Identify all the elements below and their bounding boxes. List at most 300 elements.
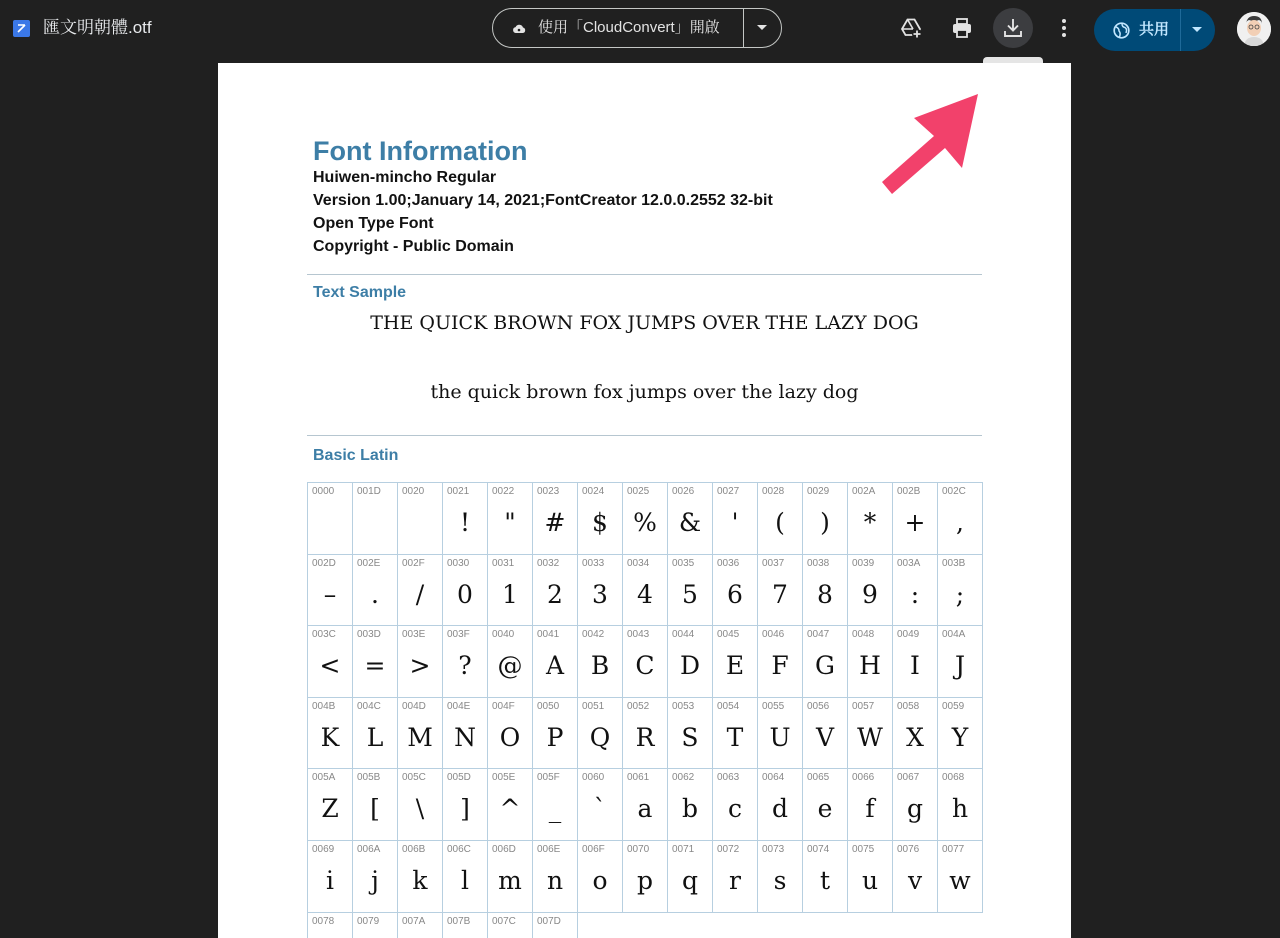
glyph-cell xyxy=(488,841,533,913)
glyph-code: 0060 xyxy=(582,772,605,784)
chevron-down-icon xyxy=(756,24,768,31)
glyph-character: K xyxy=(320,722,340,752)
glyph-code: 0077 xyxy=(942,844,965,855)
glyph-character: . xyxy=(371,579,379,609)
glyph-code: 004D xyxy=(402,700,426,712)
chevron-down-icon xyxy=(1191,26,1203,33)
basic-latin-heading: Basic Latin xyxy=(313,447,399,464)
glyph-code: 001D xyxy=(357,486,381,497)
glyph-character: 8 xyxy=(817,579,833,609)
glyph-code: 006E xyxy=(537,844,561,855)
glyph-character: J xyxy=(954,651,966,681)
glyph-code: 0069 xyxy=(312,844,335,855)
glyph-code: 0037 xyxy=(762,557,785,569)
doc-title: Font Information xyxy=(313,136,528,166)
glyph-code: 0064 xyxy=(762,772,785,784)
glyph-code: 003E xyxy=(402,629,426,641)
glyph-character: N xyxy=(454,722,476,752)
glyph-code: 0079 xyxy=(357,915,380,927)
glyph-cell xyxy=(848,698,893,770)
glyph-character: a xyxy=(637,794,653,824)
glyph-cell xyxy=(758,841,803,913)
glyph-code: 0055 xyxy=(762,700,785,712)
glyph-code: 0061 xyxy=(627,772,650,784)
glyph-cell xyxy=(848,841,893,913)
glyph-cell xyxy=(623,841,668,913)
glyph-cell xyxy=(893,769,938,841)
glyph-cell xyxy=(488,913,533,938)
glyph-cell xyxy=(893,841,938,913)
glyph-cell xyxy=(398,555,443,627)
glyph-cell xyxy=(848,626,893,698)
glyph-character: u xyxy=(861,866,879,895)
glyph-code: 0067 xyxy=(897,772,920,784)
glyph-code: 0052 xyxy=(627,700,650,712)
glyph-character: E xyxy=(725,651,745,681)
glyph-cell xyxy=(488,555,533,627)
glyph-character: ; xyxy=(955,579,965,609)
glyph-code: 007D xyxy=(537,915,561,927)
glyph-cell xyxy=(578,483,623,555)
glyph-code: 005A xyxy=(312,772,336,784)
glyph-character: & xyxy=(678,508,702,537)
glyph-cell xyxy=(848,483,893,555)
glyph-character: W xyxy=(857,722,883,752)
glyph-cell xyxy=(443,769,488,841)
divider xyxy=(307,274,982,275)
divider xyxy=(307,435,982,436)
glyph-code: 006A xyxy=(357,844,381,855)
glyph-character: e xyxy=(817,794,833,824)
glyph-code: 0030 xyxy=(447,557,470,569)
glyph-code: 0029 xyxy=(807,486,830,497)
glyph-cell xyxy=(758,483,803,555)
download-button[interactable] xyxy=(993,8,1033,48)
glyph-character: D xyxy=(679,651,701,681)
glyph-character: ! xyxy=(459,508,471,537)
glyph-cell xyxy=(938,841,983,913)
glyph-character: 0 xyxy=(457,579,473,609)
more-options-button[interactable] xyxy=(1044,8,1084,48)
glyph-code: 0070 xyxy=(627,844,650,855)
glyph-cell xyxy=(803,626,848,698)
glyph-code: 002D xyxy=(312,557,336,569)
glyph-character: m xyxy=(498,866,522,895)
sample-lowercase: the quick brown fox jumps over the lazy dog xyxy=(430,381,859,403)
glyph-character: – xyxy=(323,579,337,609)
glyph-code: 0025 xyxy=(627,486,650,497)
glyph-cell xyxy=(533,841,578,913)
glyph-cell xyxy=(533,483,578,555)
glyph-character: + xyxy=(904,508,926,537)
glyph-code: 0054 xyxy=(717,700,740,712)
glyph-cell xyxy=(893,555,938,627)
glyph-character: 6 xyxy=(727,579,743,609)
glyph-code: 0053 xyxy=(672,700,695,712)
glyph-cell xyxy=(668,626,713,698)
text-sample-heading: Text Sample xyxy=(313,284,407,301)
glyph-character: < xyxy=(319,651,341,681)
glyph-cell xyxy=(353,841,398,913)
glyph-code: 0047 xyxy=(807,629,830,641)
glyph-cell xyxy=(713,626,758,698)
glyph-character: ( xyxy=(775,508,785,537)
open-with-dropdown[interactable] xyxy=(744,9,781,47)
glyph-cell xyxy=(353,698,398,770)
glyph-cell xyxy=(803,841,848,913)
glyph-character: V xyxy=(815,722,835,752)
glyph-cell xyxy=(533,769,578,841)
glyph-cell xyxy=(938,769,983,841)
glyph-cell xyxy=(758,698,803,770)
glyph-cell xyxy=(578,626,623,698)
glyph-cell xyxy=(443,698,488,770)
glyph-cell xyxy=(398,841,443,913)
glyph-code: 007B xyxy=(447,915,471,927)
pointer-arrow-icon xyxy=(878,90,982,196)
glyph-code: 007C xyxy=(492,915,516,927)
glyph-code: 0057 xyxy=(852,700,875,712)
glyph-character: n xyxy=(546,866,564,895)
glyph-cell xyxy=(488,626,533,698)
share-button-group xyxy=(1094,9,1215,51)
open-with-button[interactable] xyxy=(493,9,743,47)
glyph-cell xyxy=(668,841,713,913)
glyph-cell xyxy=(443,555,488,627)
glyph-code: 0022 xyxy=(492,486,515,497)
glyph-cell xyxy=(578,555,623,627)
glyph-character: o xyxy=(592,866,608,895)
glyph-code: 002E xyxy=(357,557,381,569)
glyph-code: 0028 xyxy=(762,486,785,497)
glyph-cell xyxy=(938,698,983,770)
glyph-character: s xyxy=(773,866,787,895)
glyph-cell xyxy=(803,698,848,770)
glyph-code: 0043 xyxy=(627,629,650,641)
glyph-cell xyxy=(578,769,623,841)
glyph-character: l xyxy=(461,866,469,895)
font-version: Version 1.00;January 14, 2021;FontCreator 12.0.0.2552 32-bit xyxy=(313,192,773,209)
glyph-cell xyxy=(533,698,578,770)
glyph-character: 4 xyxy=(637,579,653,609)
glyph-character: w xyxy=(949,866,971,895)
glyph-character: d xyxy=(771,794,788,824)
glyph-cell xyxy=(353,913,398,938)
glyph-code: 0078 xyxy=(312,915,335,927)
share-label: 共用 xyxy=(1139,21,1170,38)
glyph-code: 0032 xyxy=(537,557,560,569)
glyph-cell xyxy=(578,698,623,770)
glyph-character: _ xyxy=(548,794,562,824)
glyph-cell xyxy=(758,626,803,698)
glyph-cell xyxy=(533,555,578,627)
glyph-code: 002C xyxy=(942,486,966,497)
glyph-character: c xyxy=(727,794,742,824)
glyph-code: 005B xyxy=(357,772,381,784)
glyph-code: 0051 xyxy=(582,700,605,712)
glyph-character: F xyxy=(771,651,789,681)
glyph-code: 004A xyxy=(942,629,966,641)
glyph-code: 0026 xyxy=(672,486,695,497)
glyph-code: 0074 xyxy=(807,844,830,855)
glyph-character: 3 xyxy=(592,579,608,609)
glyph-cell xyxy=(443,913,488,938)
glyph-code: 0076 xyxy=(897,844,920,855)
glyph-code: 0031 xyxy=(492,557,515,569)
globe-icon xyxy=(1113,22,1130,39)
open-with-label: 使用「CloudConvert」開啟 xyxy=(538,19,720,36)
glyph-character: p xyxy=(636,866,653,895)
glyph-character: " xyxy=(504,508,516,537)
glyph-code: 002B xyxy=(897,486,921,497)
glyph-character: ? xyxy=(458,651,472,681)
glyph-cell xyxy=(623,483,668,555)
glyph-code: 0062 xyxy=(672,772,695,784)
glyph-code: 003A xyxy=(897,557,921,569)
glyph-cell xyxy=(938,555,983,627)
glyph-cell xyxy=(533,913,578,938)
glyph-cell xyxy=(803,769,848,841)
glyph-code: 005F xyxy=(537,772,560,784)
glyph-code: 0073 xyxy=(762,844,785,855)
glyph-cell xyxy=(353,769,398,841)
glyph-cell xyxy=(398,913,443,938)
glyph-cell xyxy=(398,698,443,770)
glyph-cell xyxy=(353,483,398,555)
glyph-code: 0021 xyxy=(447,486,470,497)
glyph-cell xyxy=(758,769,803,841)
glyph-character: \ xyxy=(415,794,425,824)
glyph-character: X xyxy=(906,722,924,752)
glyph-code: 0048 xyxy=(852,629,875,641)
sample-uppercase: THE QUICK BROWN FOX JUMPS OVER THE LAZY DOG xyxy=(370,312,919,334)
font-name: Huiwen-mincho Regular xyxy=(313,169,497,186)
glyph-character: M xyxy=(407,722,433,752)
glyph-character: L xyxy=(366,722,384,752)
glyph-cell xyxy=(623,555,668,627)
glyph-code: 004B xyxy=(312,700,336,712)
glyph-character: ) xyxy=(820,508,830,537)
glyph-character: , xyxy=(956,508,964,537)
glyph-code: 0072 xyxy=(717,844,740,855)
glyph-cell xyxy=(443,626,488,698)
glyph-code: 0020 xyxy=(402,486,425,497)
glyph-code: 006B xyxy=(402,844,426,855)
glyph-cell xyxy=(713,483,758,555)
glyph-character: % xyxy=(633,508,657,537)
glyph-character: : xyxy=(910,579,920,609)
glyph-code: 0066 xyxy=(852,772,875,784)
glyph-character: r xyxy=(729,866,741,895)
glyph-code: 0075 xyxy=(852,844,875,855)
glyph-cell xyxy=(398,769,443,841)
glyph-cell xyxy=(308,626,353,698)
glyph-character: h xyxy=(951,794,969,824)
glyph-cell xyxy=(893,626,938,698)
glyph-character: # xyxy=(544,508,566,537)
top-bar xyxy=(0,0,1280,60)
glyph-character: O xyxy=(499,722,521,752)
glyph-character: Z xyxy=(321,794,339,824)
glyph-code: 0034 xyxy=(627,557,650,569)
glyph-cell xyxy=(893,698,938,770)
glyph-cell xyxy=(308,841,353,913)
glyph-cell xyxy=(803,555,848,627)
glyph-character: C xyxy=(635,651,655,681)
glyph-cell xyxy=(893,483,938,555)
glyph-cell xyxy=(398,626,443,698)
glyph-cell xyxy=(758,555,803,627)
glyph-cell xyxy=(623,698,668,770)
glyph-cell xyxy=(488,698,533,770)
glyph-code: 0063 xyxy=(717,772,740,784)
glyph-character: ] xyxy=(460,794,470,824)
glyph-character: B xyxy=(590,651,610,681)
glyph-cell xyxy=(848,769,893,841)
glyph-code: 003C xyxy=(312,629,336,641)
glyph-cell xyxy=(668,769,713,841)
cloud-icon xyxy=(512,21,526,39)
glyph-character: g xyxy=(906,794,923,824)
glyph-code: 0058 xyxy=(897,700,920,712)
glyph-code: 0033 xyxy=(582,557,605,569)
glyph-character: 7 xyxy=(772,579,788,609)
glyph-code: 004E xyxy=(447,700,471,712)
glyph-character: [ xyxy=(370,794,380,824)
print-button[interactable] xyxy=(942,8,982,48)
glyph-character: Y xyxy=(951,722,969,752)
glyph-code: 007A xyxy=(402,915,426,927)
glyph-code: 002A xyxy=(852,486,876,497)
glyph-cell xyxy=(488,769,533,841)
glyph-cell xyxy=(578,841,623,913)
file-type-icon xyxy=(13,20,30,37)
glyph-code: 0000 xyxy=(312,486,335,497)
glyph-cell xyxy=(308,555,353,627)
share-button[interactable] xyxy=(1094,9,1180,51)
glyph-character: Q xyxy=(589,722,611,752)
glyph-character: @ xyxy=(497,651,523,681)
more-vert-icon xyxy=(1052,16,1076,40)
glyph-cell xyxy=(308,913,353,938)
glyph-code: 005E xyxy=(492,772,516,784)
glyph-code: 006C xyxy=(447,844,471,855)
glyph-character: j xyxy=(371,866,379,895)
glyph-code: 0050 xyxy=(537,700,560,712)
glyph-code: 0046 xyxy=(762,629,785,641)
glyph-character: ^ xyxy=(499,794,521,824)
glyph-character: R xyxy=(635,722,655,752)
glyph-code: 0038 xyxy=(807,557,830,569)
glyph-character: 2 xyxy=(547,579,563,609)
glyph-code: 003B xyxy=(942,557,966,569)
glyph-cell xyxy=(713,769,758,841)
font-type: Open Type Font xyxy=(313,215,434,232)
download-icon xyxy=(1001,16,1025,40)
add-to-drive-icon xyxy=(899,16,923,40)
glyph-grid xyxy=(307,482,983,938)
glyph-character: * xyxy=(863,508,877,537)
glyph-cell xyxy=(533,626,578,698)
glyph-cell xyxy=(443,483,488,555)
glyph-code: 0059 xyxy=(942,700,965,712)
glyph-code: 004F xyxy=(492,700,515,712)
glyph-cell xyxy=(938,483,983,555)
glyph-cell xyxy=(353,626,398,698)
glyph-character: G xyxy=(815,651,835,681)
glyph-character: A xyxy=(545,651,565,681)
glyph-code: 0065 xyxy=(807,772,830,784)
share-dropdown[interactable] xyxy=(1181,9,1215,51)
glyph-code: 0027 xyxy=(717,486,740,497)
glyph-code: 0045 xyxy=(717,629,740,641)
glyph-code: 0039 xyxy=(852,557,875,569)
glyph-character: > xyxy=(409,651,431,681)
glyph-cell xyxy=(668,483,713,555)
glyph-character: t xyxy=(819,866,831,895)
glyph-cell xyxy=(668,555,713,627)
avatar[interactable] xyxy=(1237,12,1271,46)
glyph-code: 0044 xyxy=(672,629,695,641)
print-icon xyxy=(950,16,974,40)
open-with-button-group xyxy=(492,8,782,48)
glyph-cell xyxy=(398,483,443,555)
glyph-cell xyxy=(623,626,668,698)
glyph-cell xyxy=(713,555,758,627)
glyph-cell xyxy=(308,769,353,841)
glyph-cell xyxy=(713,698,758,770)
glyph-character: H xyxy=(859,651,881,681)
glyph-character: S xyxy=(681,722,699,752)
glyph-code: 0042 xyxy=(582,629,605,641)
glyph-character: I xyxy=(910,651,920,681)
glyph-character: k xyxy=(412,866,428,895)
font-copyright: Copyright - Public Domain xyxy=(313,238,514,255)
glyph-character: U xyxy=(769,722,791,752)
glyph-code: 005D xyxy=(447,772,471,784)
glyph-character: v xyxy=(907,866,923,895)
glyph-cell xyxy=(668,698,713,770)
glyph-cell xyxy=(803,483,848,555)
glyph-character: 9 xyxy=(862,579,878,609)
glyph-character: i xyxy=(326,866,334,895)
glyph-code: 006D xyxy=(492,844,516,855)
glyph-code: 0056 xyxy=(807,700,830,712)
file-title: 匯文明朝體.otf xyxy=(43,18,152,37)
glyph-code: 003D xyxy=(357,629,381,641)
glyph-cell xyxy=(488,483,533,555)
glyph-cell xyxy=(308,483,353,555)
glyph-cell xyxy=(443,841,488,913)
glyph-code: 0071 xyxy=(672,844,695,855)
glyph-code: 004C xyxy=(357,700,381,712)
glyph-character: P xyxy=(546,722,564,752)
add-to-drive-button[interactable] xyxy=(891,8,931,48)
glyph-character: / xyxy=(415,579,425,609)
glyph-cell xyxy=(713,841,758,913)
glyph-code: 0040 xyxy=(492,629,515,641)
glyph-character: 5 xyxy=(682,579,698,609)
glyph-character: b xyxy=(681,794,698,824)
glyph-code: 0036 xyxy=(717,557,740,569)
glyph-character: q xyxy=(681,866,698,895)
glyph-code: 0023 xyxy=(537,486,560,497)
glyph-code: 0035 xyxy=(672,557,695,569)
glyph-code: 0068 xyxy=(942,772,965,784)
glyph-character: = xyxy=(364,651,386,681)
glyph-cell xyxy=(938,626,983,698)
glyph-character: 1 xyxy=(502,579,518,609)
